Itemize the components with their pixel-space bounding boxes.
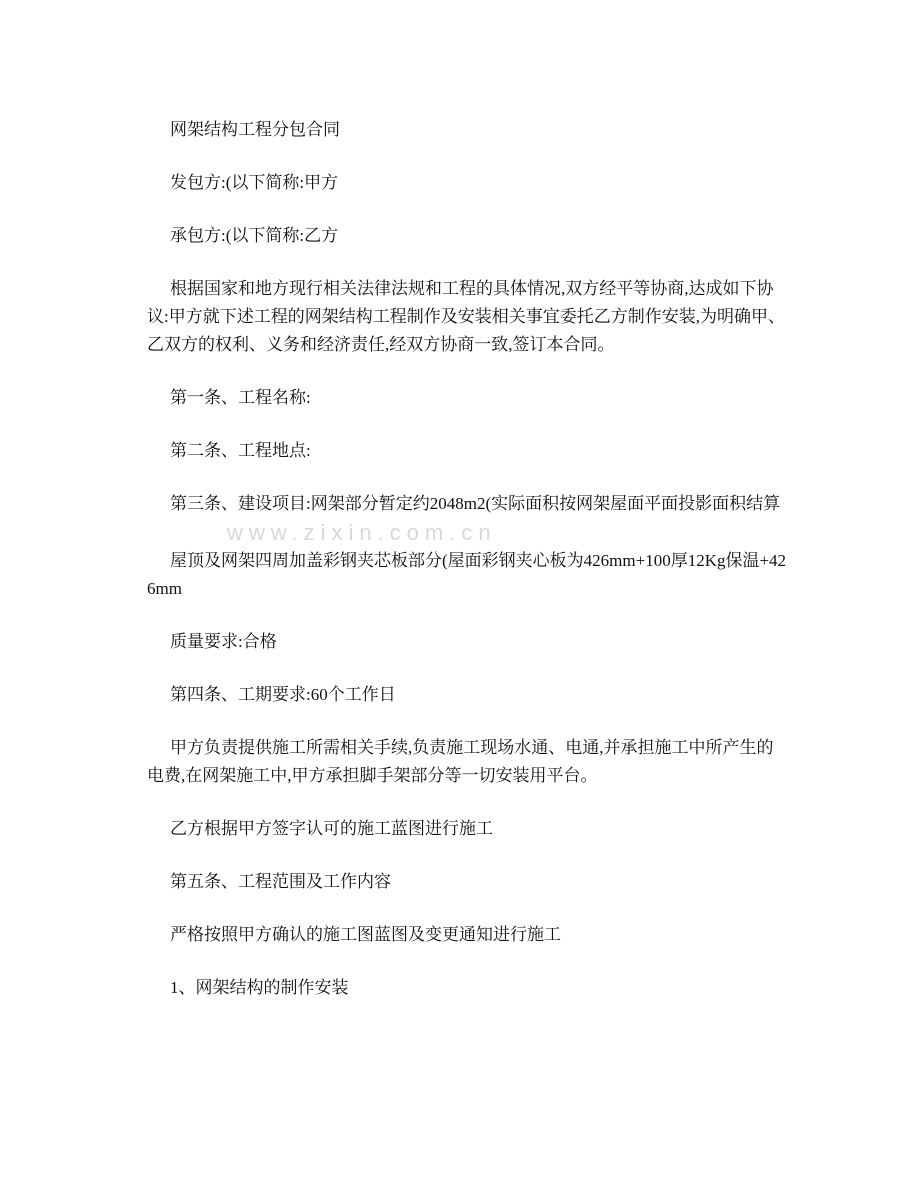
party-a-line: 发包方:(以下简称:甲方	[170, 173, 339, 192]
party-a-duties: 甲方负责提供施工所需相关手续,负责施工现场水通、电通,并承担施工中所产生的电费,在网架施工中,甲方承担脚手架部分等一切安装用平台。	[147, 738, 774, 785]
article-1: 第一条、工程名称:	[170, 388, 311, 407]
item-1: 1、网架结构的制作安装	[170, 978, 349, 997]
article-5: 第五条、工程范围及工作内容	[170, 872, 391, 891]
preamble-paragraph: 根据国家和地方现行相关法律法规和工程的具体情况,双方经平等协商,达成如下协议:甲方就下述工程的网架结构工程制作及安装相关事宜委托乙方制作安装,为明确甲、乙双方的权利、义务和经济责任,经双方协商一致,签订本合同。	[147, 279, 785, 354]
party-b-line: 承包方:(以下简称:乙方	[170, 226, 339, 245]
quality-requirement: 质量要求:合格	[170, 632, 277, 651]
construction-basis: 严格按照甲方确认的施工图蓝图及变更通知进行施工	[170, 925, 561, 944]
article-3: 第三条、建设项目:网架部分暂定约2048m2(实际面积按网架屋面平面投影面积结算	[170, 494, 781, 513]
roof-panel-paragraph: 屋顶及网架四周加盖彩钢夹芯板部分(屋面彩钢夹心板为426mm+100厚12Kg保温+426mm	[147, 551, 787, 598]
article-2: 第二条、工程地点:	[170, 441, 311, 460]
watermark: www.zixin.com.cn	[227, 520, 497, 545]
document-title: 网架结构工程分包合同	[170, 120, 340, 139]
party-b-construction: 乙方根据甲方签字认可的施工蓝图进行施工	[170, 819, 493, 838]
article-4: 第四条、工期要求:60个工作日	[170, 685, 396, 704]
